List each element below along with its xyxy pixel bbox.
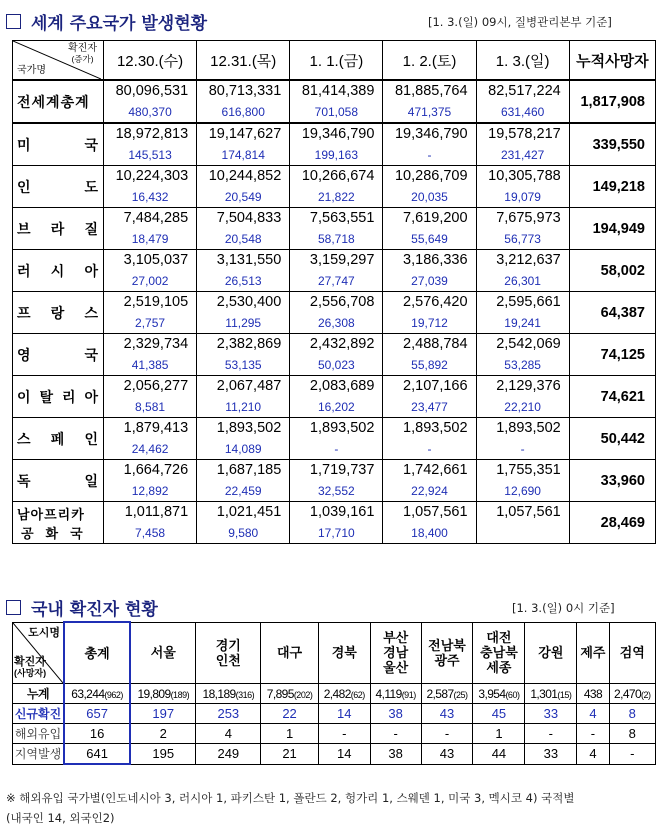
cases-cell: 2,067,487	[197, 376, 290, 398]
value-cell: 195	[130, 744, 196, 765]
region-header: 제주	[577, 622, 609, 684]
value-cell: 44	[473, 744, 525, 765]
cases-cell: 2,576,420	[383, 292, 476, 314]
cases-cell: 1,755,351	[476, 460, 569, 482]
country-row-cases	[13, 334, 656, 356]
country-name	[13, 334, 104, 376]
value-cell: -	[318, 724, 370, 744]
increase-cell: 53,285	[476, 355, 569, 376]
increase-cell: 26,301	[476, 271, 569, 292]
region-header: 경북	[318, 622, 370, 684]
country-name-text	[17, 219, 99, 239]
region-header: 강원	[525, 622, 577, 684]
cases-cell: 2,488,784	[383, 334, 476, 356]
increase-cell: 27,039	[383, 271, 476, 292]
country-name-char: 국	[84, 136, 99, 153]
cases-cell: 1,893,502	[290, 418, 383, 440]
value-cell: -	[525, 724, 577, 744]
region-header: 검역	[609, 622, 655, 684]
increase-cell: 55,649	[383, 229, 476, 250]
country-name	[13, 250, 104, 292]
country-name-text	[17, 345, 99, 365]
corner-country-label: 국가명	[17, 65, 46, 76]
region-header: 대구	[261, 622, 318, 684]
region-header: 경기 인천	[196, 622, 261, 684]
cases-cell: 2,129,376	[476, 376, 569, 398]
value-cell: -	[577, 724, 609, 744]
cases-cell: 1,039,161	[290, 502, 383, 524]
cumulative-cell: 7,895(202)	[261, 684, 318, 704]
increase-cell: 9,580	[197, 523, 290, 544]
increase-cell: 50,023	[290, 355, 383, 376]
country-row-cases	[13, 208, 656, 230]
square-bullet-icon	[6, 600, 21, 615]
value-cell: 641	[64, 744, 130, 765]
cases-cell: 1,057,561	[476, 502, 569, 524]
date-header: 1. 2.(토)	[383, 41, 476, 81]
value-cell: 8	[609, 724, 655, 744]
country-name-char: 영	[17, 346, 32, 363]
deaths-cell: 50,442	[569, 418, 655, 460]
country-name-char: 페	[50, 430, 66, 447]
cases-cell: 2,542,069	[476, 334, 569, 356]
value-cell: 4	[196, 724, 261, 744]
increase-cell: -	[383, 145, 476, 166]
increase-cell: 26,513	[197, 271, 290, 292]
increase-cell: 18,479	[104, 229, 197, 250]
cases-cell: 19,147,627	[197, 123, 290, 145]
cumulative-cell: 18,189(316)	[196, 684, 261, 704]
value-cell: 1	[261, 724, 318, 744]
cases-cell: 1,687,185	[197, 460, 290, 482]
increase-cell: 21,822	[290, 187, 383, 208]
increase-cell: 20,035	[383, 187, 476, 208]
cumulative-cell: 2,587(25)	[421, 684, 473, 704]
row-label: 해외유입	[13, 724, 65, 744]
cases-cell: 18,972,813	[104, 123, 197, 145]
value-cell: 4	[577, 744, 609, 765]
increase-cell: 22,210	[476, 397, 569, 418]
country-name-text	[17, 429, 99, 449]
value-cell: 14	[318, 744, 370, 765]
cases-cell: 3,212,637	[476, 250, 569, 272]
cases-cell: 1,011,871	[104, 502, 197, 524]
increase-cell: -	[383, 439, 476, 460]
increase-cell: 53,135	[197, 355, 290, 376]
country-name-text	[17, 135, 99, 155]
value-cell: 1	[473, 724, 525, 744]
country-row-cases	[13, 123, 656, 145]
deaths-cell: 64,387	[569, 292, 655, 334]
value-cell: 197	[130, 704, 196, 724]
world-section-title	[6, 9, 207, 34]
cases-cell: 2,519,105	[104, 292, 197, 314]
increase-cell: 631,460	[476, 102, 569, 123]
local-row	[13, 744, 656, 765]
value-cell: 8	[609, 704, 655, 724]
cases-cell: 10,305,788	[476, 166, 569, 188]
increase-cell: 14,089	[197, 439, 290, 460]
country-row-increase	[13, 355, 656, 376]
increase-cell: 26,308	[290, 313, 383, 334]
cumulative-cell: 3,954(60)	[473, 684, 525, 704]
value-cell: -	[421, 724, 473, 744]
country-row-increase	[13, 523, 656, 544]
country-name-char: 랑	[50, 304, 66, 321]
country-row-increase	[13, 102, 656, 123]
cumulative-cell: 2,470(2)	[609, 684, 655, 704]
domestic-table	[12, 621, 656, 765]
increase-cell: 20,549	[197, 187, 290, 208]
increase-cell: 701,058	[290, 102, 383, 123]
country-name-char: 프	[17, 304, 32, 321]
corner-confirmed-label: 확진자 (증가)	[68, 43, 97, 64]
cases-cell: 81,414,389	[290, 80, 383, 102]
country-row-cases	[13, 418, 656, 440]
value-cell: 4	[577, 704, 609, 724]
cases-cell: 1,879,413	[104, 418, 197, 440]
domestic-title-text: 국내 확진자 현황	[31, 600, 158, 620]
cases-cell: 80,713,331	[197, 80, 290, 102]
cumulative-cell: 1,301(15)	[525, 684, 577, 704]
value-cell: 249	[196, 744, 261, 765]
country-name-char: 라	[50, 220, 66, 237]
country-name	[13, 123, 104, 166]
cases-cell: 2,083,689	[290, 376, 383, 398]
country-name-text	[17, 177, 99, 197]
corner-header	[13, 41, 104, 81]
value-cell: 38	[370, 704, 421, 724]
country-name-char: 인	[17, 178, 32, 195]
domestic-section-note: [1. 3.(일) 0시 기준]	[512, 601, 615, 615]
value-cell: 21	[261, 744, 318, 765]
country-name-text	[17, 471, 99, 491]
footnote-line2: (내국인 14, 외국인2)	[6, 811, 115, 825]
cumulative-cell: 2,482(62)	[318, 684, 370, 704]
region-header: 총계	[64, 622, 130, 684]
value-cell: -	[370, 724, 421, 744]
value-cell: 22	[261, 704, 318, 724]
corner-header	[13, 622, 65, 684]
imported-row	[13, 724, 656, 744]
cases-cell: 7,619,200	[383, 208, 476, 230]
row-label: 누계	[13, 684, 65, 704]
country-name-char: 이	[17, 388, 32, 405]
deaths-cell: 74,621	[569, 376, 655, 418]
cases-cell: 2,382,869	[197, 334, 290, 356]
region-header: 전남북 광주	[421, 622, 473, 684]
country-name-char: 아	[84, 262, 99, 279]
cases-cell: 2,595,661	[476, 292, 569, 314]
increase-cell: 11,210	[197, 397, 290, 418]
cases-cell: 80,096,531	[104, 80, 197, 102]
cases-cell: 7,484,285	[104, 208, 197, 230]
cases-cell: 1,893,502	[383, 418, 476, 440]
cases-cell: 2,056,277	[104, 376, 197, 398]
increase-cell: -	[476, 439, 569, 460]
increase-cell: 7,458	[104, 523, 197, 544]
increase-cell: 22,459	[197, 481, 290, 502]
cases-cell: 10,244,852	[197, 166, 290, 188]
value-cell: 43	[421, 744, 473, 765]
country-name	[13, 460, 104, 502]
cases-cell: 1,742,661	[383, 460, 476, 482]
cases-cell: 7,563,551	[290, 208, 383, 230]
value-cell: 2	[130, 724, 196, 744]
cumulative-cell: 438	[577, 684, 609, 704]
new-cases-row	[13, 704, 656, 724]
increase-cell: 2,757	[104, 313, 197, 334]
country-row-cases	[13, 292, 656, 314]
world-table	[12, 40, 656, 544]
date-header: 1. 3.(일)	[476, 41, 569, 81]
country-name	[13, 208, 104, 250]
country-name-char: 도	[84, 178, 99, 195]
deaths-cell: 194,949	[569, 208, 655, 250]
increase-cell: 174,814	[197, 145, 290, 166]
death-header: 누적사망자	[569, 41, 655, 81]
corner-confirmed-label: 확진자 (사망자)	[14, 656, 47, 678]
cases-cell: 1,664,726	[104, 460, 197, 482]
increase-cell: 58,718	[290, 229, 383, 250]
cases-cell: 2,432,892	[290, 334, 383, 356]
country-name-char: 브	[17, 220, 32, 237]
country-row-cases	[13, 250, 656, 272]
country-name-char: 질	[84, 220, 99, 237]
country-name: 전세계총계	[13, 80, 104, 123]
cumulative-row	[13, 684, 656, 704]
cumulative-cell: 4,119(91)	[370, 684, 421, 704]
country-name-text	[17, 303, 99, 323]
cases-cell: 10,286,709	[383, 166, 476, 188]
value-cell: 14	[318, 704, 370, 724]
increase-cell: 19,241	[476, 313, 569, 334]
deaths-cell: 149,218	[569, 166, 655, 208]
increase-cell: 145,513	[104, 145, 197, 166]
increase-cell: 55,892	[383, 355, 476, 376]
country-name	[13, 166, 104, 208]
country-row-increase	[13, 481, 656, 502]
corner-city-label: 도시명	[28, 626, 60, 639]
increase-cell: 19,712	[383, 313, 476, 334]
country-name-char: 리	[61, 388, 77, 405]
country-row-increase	[13, 145, 656, 166]
cases-cell: 19,346,790	[290, 123, 383, 145]
country-name-text	[17, 261, 99, 281]
increase-cell: 22,924	[383, 481, 476, 502]
cases-cell: 2,107,166	[383, 376, 476, 398]
cases-cell: 7,504,833	[197, 208, 290, 230]
increase-cell: 8,581	[104, 397, 197, 418]
deaths-cell: 339,550	[569, 123, 655, 166]
cases-cell: 19,578,217	[476, 123, 569, 145]
world-section-note: [1. 3.(일) 09시, 질병관리본부 기준]	[428, 15, 612, 29]
region-header: 부산 경남 울산	[370, 622, 421, 684]
row-label: 지역발생	[13, 744, 65, 765]
cases-cell: 1,719,737	[290, 460, 383, 482]
deaths-cell: 58,002	[569, 250, 655, 292]
increase-cell: 56,773	[476, 229, 569, 250]
cases-cell: 10,224,303	[104, 166, 197, 188]
value-cell: 16	[64, 724, 130, 744]
deaths-cell: 28,469	[569, 502, 655, 544]
cases-cell: 1,057,561	[383, 502, 476, 524]
cases-cell: 19,346,790	[383, 123, 476, 145]
increase-cell: 17,710	[290, 523, 383, 544]
deaths-cell: 33,960	[569, 460, 655, 502]
increase-cell: 16,202	[290, 397, 383, 418]
region-header: 대전 충남북 세종	[473, 622, 525, 684]
country-row-cases	[13, 460, 656, 482]
value-cell: 33	[525, 704, 577, 724]
value-cell: 33	[525, 744, 577, 765]
cases-cell: 1,021,451	[197, 502, 290, 524]
increase-cell: 19,079	[476, 187, 569, 208]
increase-cell: -	[290, 439, 383, 460]
country-row-cases	[13, 376, 656, 398]
increase-cell: 471,375	[383, 102, 476, 123]
country-name-char: 스	[84, 304, 99, 321]
country-name-char: 탈	[39, 388, 55, 405]
increase-cell: 27,747	[290, 271, 383, 292]
date-header: 12.30.(수)	[104, 41, 197, 81]
country-row-increase	[13, 187, 656, 208]
country-name-char: 국	[84, 346, 99, 363]
country-name	[13, 292, 104, 334]
increase-cell: 18,400	[383, 523, 476, 544]
country-name: 남아프리카 공화국	[13, 502, 104, 544]
increase-cell: 231,427	[476, 145, 569, 166]
deaths-cell: 1,817,908	[569, 80, 655, 123]
country-row-increase	[13, 229, 656, 250]
increase-cell: 27,002	[104, 271, 197, 292]
deaths-cell: 74,125	[569, 334, 655, 376]
increase-cell: 16,432	[104, 187, 197, 208]
cases-cell: 2,530,400	[197, 292, 290, 314]
country-name-char: 스	[17, 430, 32, 447]
country-name-char: 아	[84, 388, 99, 405]
increase-cell: 32,552	[290, 481, 383, 502]
cases-cell: 3,186,336	[383, 250, 476, 272]
increase-cell	[476, 523, 569, 544]
value-cell: 43	[421, 704, 473, 724]
cumulative-cell: 63,244(962)	[64, 684, 130, 704]
cases-cell: 1,893,502	[476, 418, 569, 440]
increase-cell: 480,370	[104, 102, 197, 123]
country-name-char: 인	[84, 430, 99, 447]
increase-cell: 20,548	[197, 229, 290, 250]
region-header: 서울	[130, 622, 196, 684]
country-name-char: 시	[50, 262, 66, 279]
cases-cell: 82,517,224	[476, 80, 569, 102]
country-name-char: 독	[17, 472, 32, 489]
country-name	[13, 418, 104, 460]
cases-cell: 1,893,502	[197, 418, 290, 440]
country-row-increase	[13, 439, 656, 460]
value-cell: 38	[370, 744, 421, 765]
cases-cell: 2,556,708	[290, 292, 383, 314]
increase-cell: 23,477	[383, 397, 476, 418]
value-cell: 45	[473, 704, 525, 724]
increase-cell: 24,462	[104, 439, 197, 460]
cumulative-cell: 19,809(189)	[130, 684, 196, 704]
world-title-text: 세계 주요국가 발생현황	[31, 14, 208, 34]
cases-cell: 3,105,037	[104, 250, 197, 272]
domestic-section-title	[6, 595, 158, 620]
increase-cell: 199,163	[290, 145, 383, 166]
cases-cell: 81,885,764	[383, 80, 476, 102]
cases-cell: 3,159,297	[290, 250, 383, 272]
country-row-cases	[13, 502, 656, 524]
value-cell: 253	[196, 704, 261, 724]
square-bullet-icon	[6, 14, 21, 29]
country-name-char: 러	[17, 262, 32, 279]
date-header: 1. 1.(금)	[290, 41, 383, 81]
country-name-char: 일	[84, 472, 99, 489]
increase-cell: 12,690	[476, 481, 569, 502]
row-label: 신규확진	[13, 704, 65, 724]
country-row-cases	[13, 166, 656, 188]
value-cell: 657	[64, 704, 130, 724]
cases-cell: 10,266,674	[290, 166, 383, 188]
cases-cell: 3,131,550	[197, 250, 290, 272]
increase-cell: 616,800	[197, 102, 290, 123]
country-row-increase	[13, 313, 656, 334]
country-row-increase	[13, 397, 656, 418]
cases-cell: 2,329,734	[104, 334, 197, 356]
country-row-cases	[13, 80, 656, 102]
cases-cell: 7,675,973	[476, 208, 569, 230]
country-name-char: 미	[17, 136, 32, 153]
value-cell: -	[609, 744, 655, 765]
increase-cell: 41,385	[104, 355, 197, 376]
increase-cell: 11,295	[197, 313, 290, 334]
country-name-text	[17, 387, 99, 407]
date-header: 12.31.(목)	[197, 41, 290, 81]
footnote-line1: ※ 해외유입 국가별(인도네시아 3, 러시아 1, 파키스탄 1, 폴란드 2, 헝가리 1, 스웨덴 1, 미국 3, 멕시코 4) 국적별	[6, 791, 575, 805]
country-name	[13, 376, 104, 418]
country-row-increase	[13, 271, 656, 292]
increase-cell: 12,892	[104, 481, 197, 502]
